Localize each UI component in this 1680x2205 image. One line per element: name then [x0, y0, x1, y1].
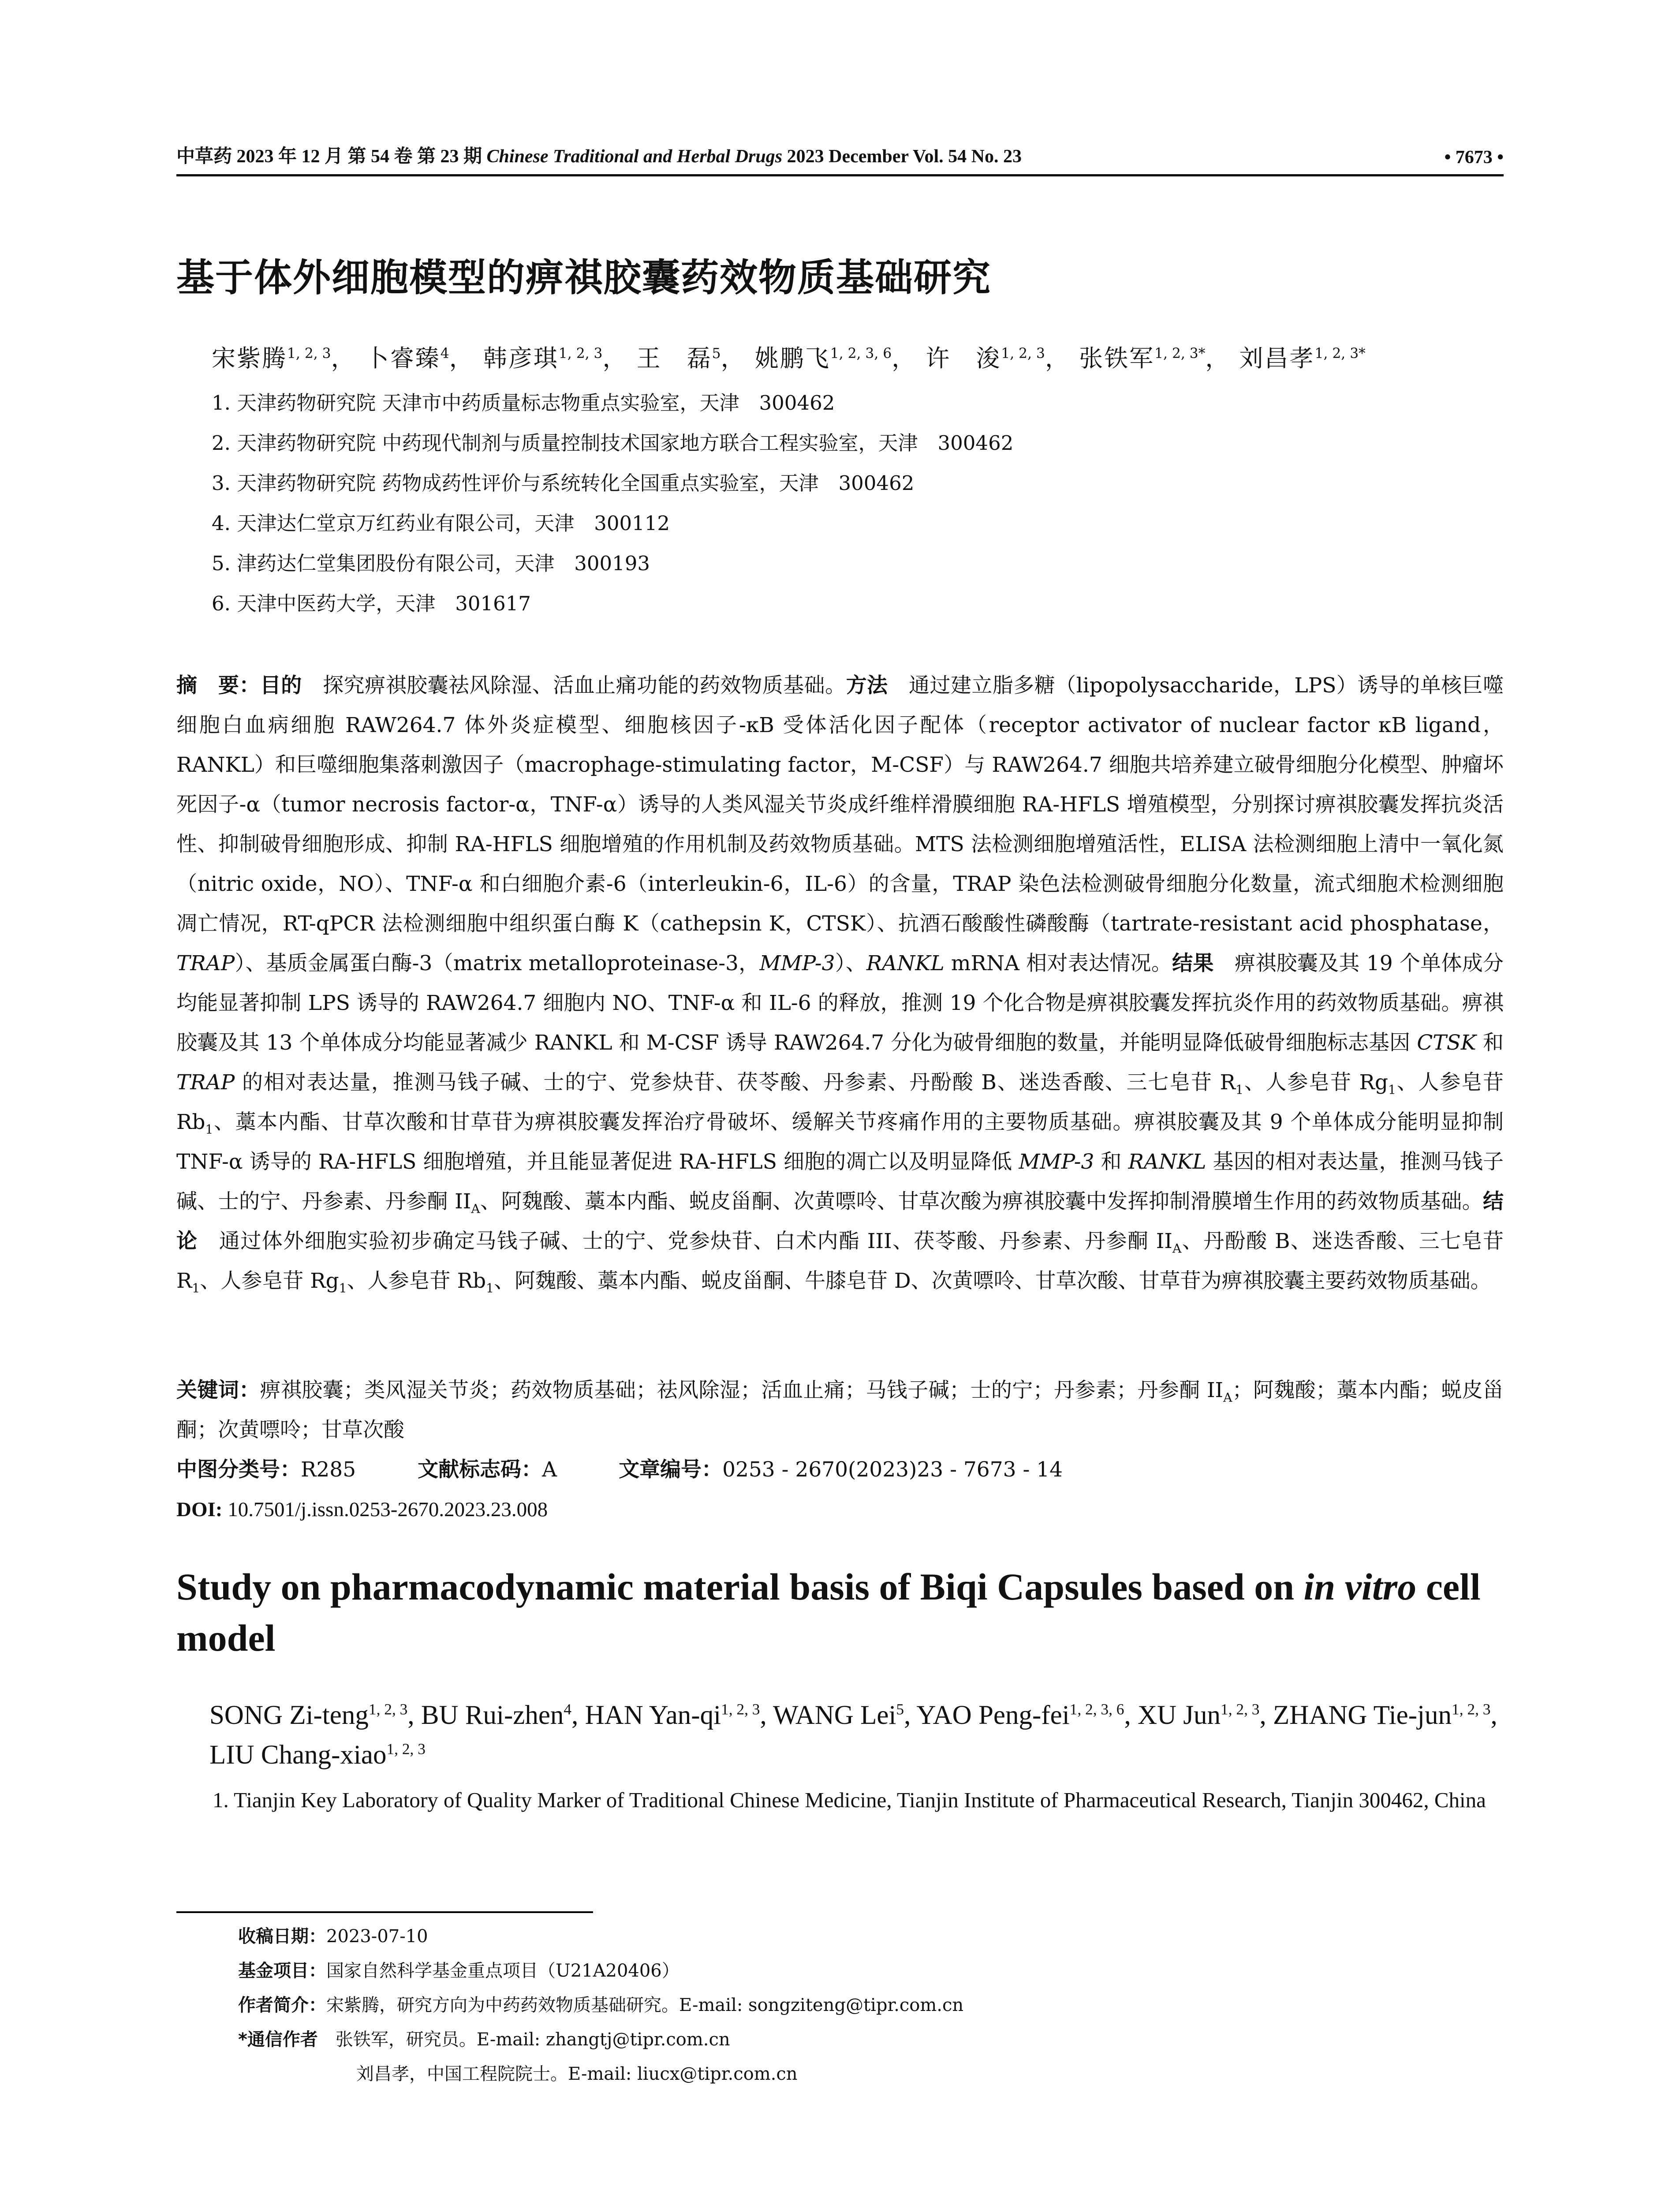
abstract-label: 摘 要： — [176, 673, 260, 698]
corresponding-2: 刘昌孝，中国工程院院士。E-mail: liucx@tipr.com.cn — [356, 2064, 798, 2084]
title-en-part: Study on pharmacodynamic material basis of Biqi Capsules based on — [176, 1566, 1304, 1608]
running-header — [176, 140, 1504, 176]
gene-mmp3: MMP-3 — [1019, 1150, 1094, 1174]
abstract-cn — [176, 666, 1504, 1301]
affiliation-cn: 6. 天津中医药大学，天津 301617 — [212, 592, 531, 615]
author-affil: 5 — [896, 1700, 904, 1718]
affiliations-cn — [212, 383, 1517, 624]
author-cn: 宋紫腾 — [212, 344, 287, 372]
author-affil: 1, 2, 3, 6 — [830, 346, 892, 362]
author-en: BU Rui-zhen — [421, 1700, 564, 1730]
author-affil: 1, 2, 3 — [386, 1740, 426, 1758]
affiliation-cn: 3. 天津药物研究院 药物成药性评价与系统转化全国重点实验室，天津 300462 — [212, 471, 915, 495]
footnote-received — [238, 1919, 1504, 1954]
objective-label: 目的 — [260, 673, 302, 698]
authors-en: SONG Zi-teng$^{1, 2, 3}$, BU Rui-zhen$^4$, HAN Yan-qi$^{1, 2, 3}$, WANG Lei$^5$, YAO Peng-fei$^{1, 2, 3, 6}$, XU Jun$^{1, 2, 3}$, ZHANG Tie-jun$^{1, 2, 3}$, LIU Chang-xiao$^{1, 2, 3}$ — [209, 1700, 1497, 1770]
author-affil: 4 — [440, 346, 449, 362]
footnote-corresponding — [238, 2057, 1504, 2091]
journal-name-cn: 中草药 — [176, 146, 232, 167]
conclusion-text: 通过体外细胞实验初步确定马钱子碱、士的宁、党参炔苷、白术内酯 III、茯苓酸、丹参素、丹参酮 II — [219, 1229, 1172, 1253]
affiliation-en: 1. Tianjin Key Laboratory of Quality Marker of Traditional Chinese Medicine, Tianjin Institute of Pharmaceutical Research, Tianjin 300462, China — [213, 1788, 1486, 1812]
authors-cn: 宋紫腾$^{1, 2, 3}$， 卜睿臻$^4$， 韩彦琪$^{1, 2, 3}$， 王 磊$^5$， 姚鹏飞$^{1, 2, 3, 6}$， 许 浚$^{1, 2, 3}$， 张铁军$^{1, 2, 3*}$， 刘昌孝$^{1, 2, 3*}$ — [212, 344, 1366, 372]
journal-name-en: Chinese Traditional and Herbal Drugs — [486, 146, 783, 167]
affiliation-cn: 5. 津药达仁堂集团股份有限公司，天津 300193 — [212, 552, 650, 575]
doc-code-label: 文献标志码： — [418, 1458, 542, 1482]
author-en: XU Jun — [1137, 1700, 1221, 1730]
title-en — [176, 1561, 1504, 1663]
author-affil: 1, 2, 3 — [1452, 1700, 1491, 1718]
corresponding-label: *通信作者 — [238, 2029, 318, 2050]
author-affil: 5 — [712, 346, 721, 362]
author-affil: 1, 2, 3 — [721, 1700, 760, 1718]
footnote-author — [238, 1988, 1504, 2022]
methods-label: 方法 — [846, 673, 888, 698]
results-text: 和 — [1476, 1031, 1504, 1055]
subscript: 1 — [486, 1281, 494, 1296]
doi-label: DOI: — [176, 1498, 223, 1521]
affiliation-cn: 1. 天津药物研究院 天津市中药质量标志物重点实验室，天津 300462 — [212, 391, 835, 415]
author-affil: 1, 2, 3* — [1314, 346, 1366, 362]
header-left — [176, 142, 1022, 168]
author-cn: 许 浚 — [926, 344, 1001, 372]
author-cn: 韩彦琪 — [483, 344, 559, 372]
results-text: 、人参皂苷 Rb — [176, 1070, 1504, 1134]
author-cn: 张铁军 — [1079, 344, 1155, 372]
doc-code-value: A — [542, 1458, 557, 1482]
author-cn: 卜睿臻 — [365, 344, 441, 372]
author-en: WANG Lei — [773, 1700, 896, 1730]
author-affil: 1, 2, 3 — [287, 346, 331, 362]
doi — [176, 1490, 1504, 1529]
methods-text: ）、 — [835, 951, 866, 975]
doi-value: 10.7501/j.issn.0253-2670.2023.23.008 — [228, 1498, 548, 1521]
results-label: 结果 — [1172, 951, 1214, 975]
author-en: YAO Peng-fei — [916, 1700, 1070, 1730]
author-en: SONG Zi-teng — [209, 1700, 369, 1730]
conclusion-text: 、人参皂苷 Rg — [200, 1269, 339, 1293]
received-label: 收稿日期： — [238, 1926, 326, 1947]
title-en-italic: in vitro — [1303, 1566, 1417, 1608]
conclusion-text: 、人参皂苷 Rb — [347, 1269, 486, 1293]
subscript: A — [1172, 1241, 1182, 1256]
subscript: 1 — [339, 1281, 347, 1296]
issue-en: 2023 December Vol. 54 No. 23 — [787, 146, 1022, 167]
subscript: A — [471, 1201, 480, 1216]
author-affil: 4 — [564, 1700, 572, 1718]
author-affil: 1, 2, 3, 6 — [1069, 1700, 1124, 1718]
clc-value: R285 — [301, 1458, 356, 1482]
gene-trap: TRAP — [176, 951, 235, 975]
subscript: 1 — [1235, 1082, 1243, 1097]
subscript: 1 — [205, 1122, 213, 1137]
page-number: • 7673 • — [1444, 147, 1504, 168]
subscript: 1 — [192, 1281, 200, 1296]
objective-text: 探究痹祺胶囊祛风除湿、活血止痛功能的药效物质基础。 — [323, 673, 846, 698]
author-affil: 1, 2, 3 — [368, 1700, 408, 1718]
conclusion-text: 、阿魏酸、藁本内酯、蜕皮甾酮、牛膝皂苷 D、次黄嘌呤、甘草次酸、甘草苷为痹祺胶囊主要药效物质基础。 — [494, 1269, 1491, 1293]
author-bio-label: 作者简介： — [238, 1995, 326, 2015]
affiliation-cn: 4. 天津达仁堂京万红药业有限公司，天津 300112 — [212, 512, 670, 535]
corresponding-1: 张铁军，研究员。E-mail: zhangtj@tipr.com.cn — [335, 2029, 730, 2050]
footnote-divider — [176, 1911, 593, 1913]
footnote-corresponding — [238, 2022, 1504, 2057]
results-text: 的相对表达量，推测马钱子碱、士的宁、党参炔苷、茯苓酸、丹参素、丹酚酸 B、迷迭香酸、三七皂苷 R — [235, 1070, 1236, 1095]
fund-label: 基金项目： — [238, 1961, 326, 1981]
author-bio-value: 宋紫腾，研究方向为中药药效物质基础研究。E-mail: songziteng@tipr.com.cn — [326, 1995, 964, 2015]
author-affil: 1, 2, 3 — [1221, 1700, 1260, 1718]
author-en: ZHANG Tie-jun — [1273, 1700, 1452, 1730]
results-text: 、阿魏酸、藁本内酯、蜕皮甾酮、次黄嘌呤、甘草次酸为痹祺胶囊中发挥抑制滑膜增生作用的药效物质基础。 — [480, 1189, 1483, 1214]
clc-label: 中图分类号： — [176, 1458, 301, 1482]
keywords-text: ；阿魏酸；藁本内酯；蜕皮甾酮；次黄嘌呤；甘草次酸 — [176, 1378, 1504, 1442]
methods-text: 通过建立脂多糖（lipopolysaccharide，LPS）诱导的单核巨噬细胞白血病细胞 RAW264.7 体外炎症模型、细胞核因子-κB 受体活化因子配体（receptor activator of nuclear factor κB ligand，RANKL）和巨噬细胞集落刺激因子（macrophage-stimulating factor，M-CSF）与 RAW264.7 细胞共培养建立破骨细胞分化模型、肿瘤坏死因子-α（tumor necrosis factor-α，TNF-α）诱导的人类风湿关节炎成纤维样滑膜细胞 RA-HFLS 增殖模型，分别探讨痹祺胶囊发挥抗炎活性、抑制破骨细胞形成、抑制 RA-HFLS 细胞增殖的作用机制及药效物质基础。MTS 法检测细胞增殖活性，ELISA 法检测细胞上清中一氧化氮（nitric oxide，NO）、TNF-α 和白细胞介素-6（interleukin-6，IL-6）的含量，TRAP 染色法检测破骨细胞分化数量，流式细胞术检测细胞凋亡情况，RT-qPCR 法检测细胞中组织蛋白酶 K（cathepsin K，CTSK）、抗酒石酸酸性磷酸酶（tartrate-resistant acid phosphatase， — [176, 673, 1504, 936]
author-en: LIU Chang-xiao — [209, 1740, 387, 1770]
received-value: 2023-07-10 — [326, 1926, 428, 1947]
title-en-part: cell model — [176, 1566, 1481, 1659]
gene-rankl: RANKL — [866, 951, 945, 975]
gene-rankl: RANKL — [1128, 1150, 1206, 1174]
results-text: 、藁本内酯、甘草次酸和甘草苷为痹祺胶囊发挥治疗骨破坏、缓解关节疼痛作用的主要物质基础。痹祺胶囊及其 9 个单体成分能明显抑制 TNF-α 诱导的 RA-HFLS 细胞增殖，并且能显著促进 RA-HFLS 细胞的凋亡以及明显降低 — [176, 1110, 1504, 1174]
author-cn: 姚鹏飞 — [754, 344, 830, 372]
results-text: 和 — [1094, 1150, 1128, 1174]
author-cn: 王 磊 — [636, 344, 712, 372]
affiliation-cn: 2. 天津药物研究院 中药现代制剂与质量控制技术国家地方联合工程实验室，天津 300462 — [212, 431, 1014, 455]
fund-value: 国家自然科学基金重点项目（U21A20406） — [326, 1961, 679, 1981]
subscript: 1 — [1388, 1082, 1396, 1097]
results-text: 、人参皂苷 Rg — [1243, 1070, 1388, 1095]
article-no-value: 0253 - 2670(2023)23 - 7673 - 14 — [722, 1458, 1063, 1482]
conclusion-label: 结论 — [176, 1189, 1504, 1253]
author-affil: 1, 2, 3 — [1001, 346, 1045, 362]
keywords-text: 痹祺胶囊；类风湿关节炎；药效物质基础；祛风除湿；活血止痛；马钱子碱；士的宁；丹参素；丹参酮 II — [260, 1378, 1224, 1402]
classification-line — [176, 1450, 1504, 1490]
gene-ctsk: CTSK — [1417, 1031, 1476, 1055]
author-affil: 1, 2, 3* — [1154, 346, 1206, 362]
author-affil: 1, 2, 3 — [558, 346, 603, 362]
issue-cn: 2023 年 12 月 第 54 卷 第 23 期 — [236, 146, 482, 167]
article-no-label: 文章编号： — [619, 1458, 723, 1482]
methods-text: mRNA 相对表达情况。 — [944, 951, 1172, 975]
conclusion-text: 、丹酚酸 B、迷迭香酸、三七皂苷 R — [176, 1229, 1504, 1293]
gene-mmp3: MMP-3 — [759, 951, 835, 975]
results-text: 痹祺胶囊及其 19 个单体成分均能显著抑制 LPS 诱导的 RAW264.7 细胞内 NO、TNF-α 和 IL-6 的释放，推测 19 个化合物是痹祺胶囊发挥抗炎作用的药效物质基础。痹祺胶囊及其 13 个单体成分均能显著减少 RANKL 和 M-CSF 诱导 RAW264.7 分化为破骨细胞的数量，并能明显降低破骨细胞标志基因 — [176, 951, 1504, 1055]
author-cn: 刘昌孝 — [1239, 344, 1315, 372]
results-text: 基因的相对表达量，推测马钱子碱、士的宁、丹参素、丹参酮 II — [176, 1150, 1504, 1214]
methods-text: ）、基质金属蛋白酶-3（matrix metalloproteinase-3， — [235, 951, 760, 975]
footnotes — [238, 1919, 1504, 2091]
footnote-fund — [238, 1954, 1504, 1988]
subscript: A — [1223, 1390, 1232, 1405]
keywords-label: 关键词： — [176, 1378, 260, 1402]
title-cn: 基于体外细胞模型的痹祺胶囊药效物质基础研究 — [176, 256, 991, 300]
keywords-cn — [176, 1371, 1504, 1450]
author-en: HAN Yan-qi — [585, 1700, 721, 1730]
gene-trap: TRAP — [176, 1070, 235, 1095]
